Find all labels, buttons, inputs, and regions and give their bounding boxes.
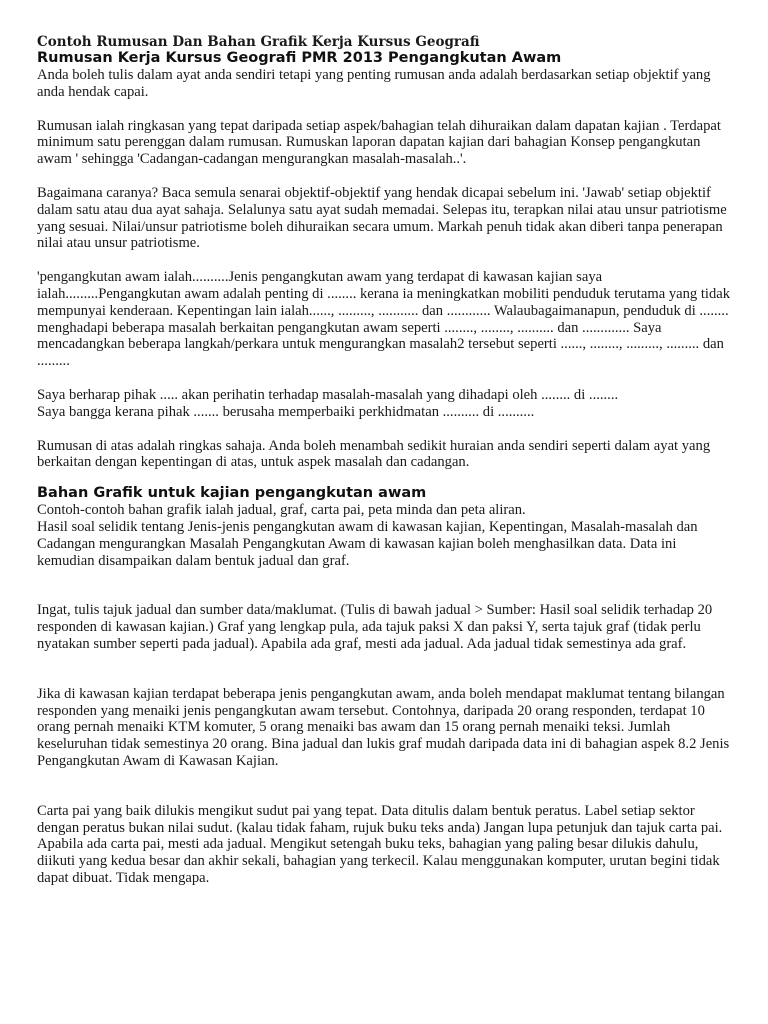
- section-heading-bahan-grafik: Bahan Grafik untuk kajian pengangkutan awam: [37, 485, 427, 502]
- paragraph-jika: Jika di kawasan kajian terdapat beberapa jenis pengangkutan awam, anda boleh mendapat maklumat tentang bilangan responden yang menaiki jenis pengangkutan awam tersebut. Contohnya, daripada 20 orang responden, terdapat 10 orang pernah menaiki KTM komuter, 5 orang menaiki bas awam dan 15 orang pernah menaiki teksi. Jumlah keseluruhan tidak semestinya 20 orang. Bina jadual dan lukis graf mudah daripada data ini di bahagian aspek 8.2 Jenis Pengangkutan Awam di Kawasan Kajian.: [37, 685, 730, 769]
- paragraph-intro: Anda boleh tulis dalam ayat anda sendiri tetapi yang penting rumusan anda adalah berdasarkan setiap objektif yang anda hendak capai.: [37, 67, 711, 100]
- paragraph-rumusan: Rumusan ialah ringkasan yang tepat daripada setiap aspek/bahagian telah dihuraikan dalam dapatan kajian . Terdapat minimum satu perenggan dalam rumusan. Rumuskan laporan dapatan kajian dari bahagian Konsep pengangkutan awam ' sehingga 'Cadangan-cadangan mengurangkan masalah-masalah..'.: [37, 117, 721, 168]
- document-page: [37, 34, 737, 887]
- paragraph-bangga: Saya bangga kerana pihak ....... berusaha memperbaiki perkhidmatan .......... di ..........: [37, 403, 535, 420]
- paragraph-hasil: Hasil soal selidik tentang Jenis-jenis pengangkutan awam di kawasan kajian, Kepentingan, Masalah-masalah dan Cadangan mengurangkan Masalah Pengangkutan Awam di kawasan kajian boleh menghasilkan data. Data ini kemudian disampaikan dalam bentuk jadual dan graf.: [37, 518, 698, 569]
- section-heading-rumusan: Rumusan Kerja Kursus Geografi PMR 2013 Pengangkutan Awam: [37, 50, 562, 66]
- document-title: Contoh Rumusan Dan Bahan Grafik Kerja Kursus Geografi: [37, 34, 480, 50]
- paragraph-carta-pai: Carta pai yang baik dilukis mengikut sudut pai yang tepat. Data ditulis dalam bentuk peratus. Label setiap sektor dengan peratus bukan nilai sudut. (kalau tidak faham, rujuk buku teks anda) Jangan lupa petunjuk dan tajuk carta pai. Apabila ada carta pai, mesti ada jadual. Mengikut setengah buku teks, bahagian yang paling besar dilukis dahulu, diikuti yang kedua besar dan akhir sekali, bahagian yang terkecil. Kalau menggunakan komputer, urutan begini tidak dapat dibuat. Tidak mengapa.: [37, 802, 723, 886]
- paragraph-berharap: Saya berharap pihak ..... akan perihatin terhadap masalah-masalah yang dihadapi oleh ........ di ........: [37, 386, 619, 403]
- paragraph-bagaimana: Bagaimana caranya? Baca semula senarai objektif-objektif yang hendak dicapai sebelum ini. 'Jawab' setiap objektif dalam satu atau dua ayat sahaja. Selalunya satu ayat sudah memadai. Selepas itu, terapkan nilai atau unsur patriotisme yang sesuai. Nilai/unsur patriotisme boleh dihuraikan secara umum. Markah penuh tidak akan diberi tanpa penerapan nilai atau unsur patriotisme.: [37, 184, 727, 252]
- paragraph-contoh-bahan: Contoh-contoh bahan grafik ialah jadual, graf, carta pai, peta minda dan peta aliran.: [37, 502, 526, 519]
- paragraph-ingat: Ingat, tulis tajuk jadual dan sumber data/maklumat. (Tulis di bawah jadual > Sumber: Hasil soal selidik terhadap 20 responden di kawasan kajian.) Graf yang lengkap pula, ada tajuk paksi X dan paksi Y, serta tajuk graf (tidak perlu nyatakan sumber seperti pada jadual). Apabila ada graf, mesti ada jadual. Ada jadual tidak semestinya ada graf.: [37, 602, 713, 652]
- paragraph-contoh-rumusan: 'pengangkutan awam ialah..........Jenis pengangkutan awam yang terdapat di kawasan kajian saya ialah.........Pengangkutan awam adalah penting di ........ kerana ia meningkatkan mobiliti penduduk terutama yang tidak mempunyai kenderaan. Kepentingan lain ialah......, ........., ........... dan ............ Walaubagaimanapun, penduduk di ........ menghadapi beberapa masalah berkaitan pengangkutan awam seperti ........, ........, .......... dan ............. Saya mencadangkan beberapa langkah/perkara untuk mengurangkan masalah2 tersebut seperti ......, ........, ........., ......... dan .........: [37, 269, 731, 370]
- paragraph-ringkas: Rumusan di atas adalah ringkas sahaja. Anda boleh menambah sedikit huraian anda sendiri seperti dalam ayat yang berkaitan dengan kepentingan di atas, untuk aspek masalah dan cadangan.: [37, 437, 711, 471]
